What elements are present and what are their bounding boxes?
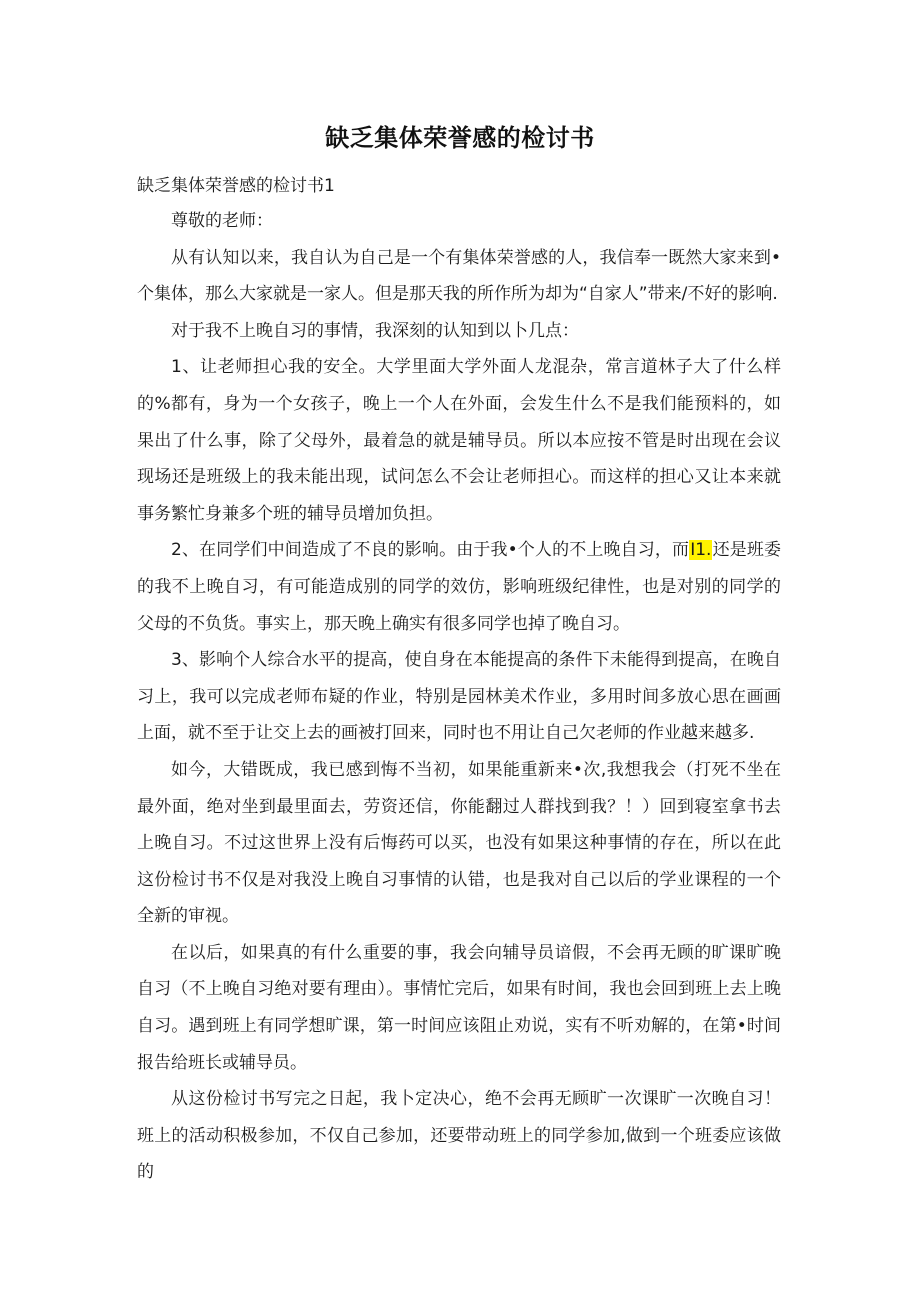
document-subtitle: 缺乏集体荣誉感的检讨书1	[137, 176, 335, 196]
highlighted-text: I1.	[690, 540, 712, 561]
salutation-paragraph: 尊敬的老师：	[171, 211, 273, 231]
point-2-paragraph	[137, 532, 781, 642]
point-2-text-after: 还是班委的我不上晚自习，有可能造成别的同学的效仿，影响班级纪律性，也是对别的同学的父母的不负货。事实上，那天晚上确实有很多同学也掉了晚自习。	[137, 540, 781, 634]
body-paragraph: 对于我不上晚自习的事情，我深刻的认知到以卜几点：	[171, 320, 579, 341]
point-3-paragraph: 3、影响个人综合水平的提高，使自身在本能提高的条件下未能得到提高，在晚自习上，我可以完成老师布疑的作业，特别是园林美术作业，多用时间多放心思在画画上面，就不至于让交上去的画被打回来，同时也不用让自己欠老师的作业越来越多.	[137, 650, 781, 744]
document-body	[137, 203, 781, 1191]
document-title: 缺乏集体荣誉感的检讨书	[325, 124, 595, 152]
body-paragraph: 从这份检讨书写完之日起，我卜定决心，绝不会再无顾旷一次课旷一次晚自习！班上的活动积极参加，不仅自己参加，还要带动班上的同学参加,做到一个班委应该做的	[137, 1089, 781, 1183]
body-paragraph: 如今，大错既成，我已感到悔不当初，如果能重新来•次,我想我会（打死不坐在最外面，绝对坐到最里面去，劳资还信，你能翻过人群找到我？！）回到寝室拿书去上晚自习。不过这世界上没有后悔药可以买，也没有如果这种事情的存在，所以在此这份检讨书不仅是对我没上晚自习事情的认错，也是我对自己以后的学业课程的一个全新的审视。	[137, 759, 781, 927]
body-paragraph: 从有认知以来，我自认为自己是一个有集体荣誉感的人，我信奉一既然大家来到•个集体，那么大家就是一家人。但是那天我的所作所为却为“自家人”带来/不好的影响.	[137, 247, 781, 305]
point-1-paragraph: 1、让老师担心我的安全。大学里面大学外面人龙混杂，常言道林子大了什么样的%都有，身为一个女孩子，晚上一个人在外面，会发生什么不是我们能预料的，如果出了什么事，除了父母外，最着急的就是辅导员。所以本应按不管是时出现在会议现场还是班级上的我未能出现，试问怎么不会让老师担心。而这样的担心又让本来就事务繁忙身兼多个班的辅导员增加负担。	[137, 357, 781, 524]
point-2-text-before: 2、在同学们中间造成了不良的影响。由于我•个人的不上晚自习，而	[171, 540, 690, 561]
body-paragraph: 在以后，如果真的有什么重要的事，我会向辅导员谙假，不会再无顾的旷课旷晚自习（不上晚自习绝对要有理由）。事情忙完后，如果有时间，我也会回到班上去上晚自习。遇到班上有同学想旷课，第一时间应该阻止劝说，实有不听劝解的，在第•时间报告给班长或辅导员。	[137, 942, 781, 1073]
